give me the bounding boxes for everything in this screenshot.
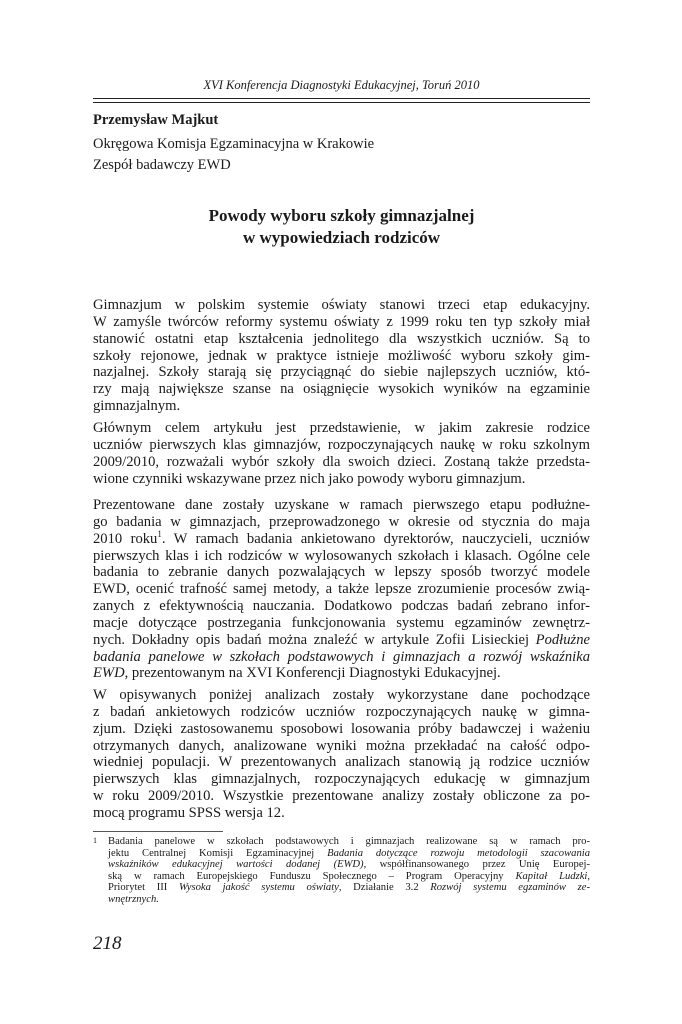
paragraph-2 xyxy=(93,420,590,487)
text-line: mocą programu SPSS wersja 12. xyxy=(93,804,285,821)
text-run: współfinansowanego przez Unię Europej- xyxy=(366,859,590,871)
footnote-line: wnętrznych. xyxy=(108,893,159,905)
text-line: uczniów pierwszych klas gimnazjów, rozpoczynających naukę w roku szkolnym xyxy=(93,436,590,453)
footnote-line xyxy=(93,871,590,883)
footnote xyxy=(93,836,590,906)
text-line: badania to zebranie danych pozwalających w lepszy sposób tworzyć modele xyxy=(93,564,590,581)
text-run: 2010 roku xyxy=(93,530,158,547)
author-name: Przemysław Majkut xyxy=(93,112,219,128)
text-line: rzy mają największe szanse na osiągnięcie wysokich wyników na egzaminie xyxy=(93,381,590,398)
text-line: EWD, ocenić trafność samej metody, a także lepsze zrozumienie procesów zwią- xyxy=(93,581,590,598)
text-line: otrzymanych danych, analizowane wyniki można przekładać na całość odpo- xyxy=(93,737,590,754)
text-line: stanowić ostatni etap kształcenia jednolitego dla wszystkich uczniów. Są to xyxy=(93,330,590,347)
text-line: zanych z efektywnością nauczania. Dodatkowo podczas badań zebrano infor- xyxy=(93,598,590,615)
text-line: W zamyśle twórców reformy systemu oświaty z 1999 roku ten typ szkoły miał xyxy=(93,313,590,330)
text-run: ską w ramach Europejskiego Funduszu Społecznego – Program Operacyjny xyxy=(108,870,516,882)
text-run: Priorytet III xyxy=(108,882,179,894)
program-title: Kapitał Ludzki xyxy=(515,870,588,882)
footnote-line xyxy=(93,859,590,871)
text-run: , xyxy=(587,870,590,882)
header-rule-thin xyxy=(93,102,590,103)
text-line: pierwszych klas i ich rodziców w wylosowanych szkołach i klasach. Ogólne cele xyxy=(93,547,590,564)
text-line: wiedniej populacji. W prezentowanych analizach stanowią ją rodzice uczniów xyxy=(93,754,590,771)
project-title: Badania dotyczące rozwoju metodologii szacowania xyxy=(327,847,590,859)
page-number: 218 xyxy=(93,933,122,954)
header-rule-thick xyxy=(93,98,590,99)
text-run: nych. Dokładny opis badań można znaleźć w artykule Zofii Lisieckiej xyxy=(93,631,536,648)
text-run: jektu Centralnej Komisji Egzaminacyjnej xyxy=(108,847,328,859)
text-run: , prezentowanym na XVI Konferencji Diagnostyki Edukacyjnej. xyxy=(124,665,501,682)
paragraph-4 xyxy=(93,687,590,822)
author-affiliation-1: Okręgowa Komisja Egzaminacyjna w Krakowie xyxy=(93,136,375,152)
text-line: w roku 2009/2010. Wszystkie prezentowane analizy zostały obliczone za po- xyxy=(93,788,590,805)
text-line: go badania w gimnazjach, przeprowadzonego w okresie od stycznia do maja xyxy=(93,513,590,530)
text-line xyxy=(93,632,590,649)
article-title-line-2: w wypowiedziach rodziców xyxy=(242,228,441,247)
article-title xyxy=(93,205,590,249)
footnote-reference[interactable]: 1 xyxy=(157,528,162,539)
running-header: XVI Konferencja Diagnostyki Edukacyjnej, Toruń 2010 xyxy=(203,78,480,92)
priority-title: Wysoka jakość systemu oświaty xyxy=(178,882,339,894)
text-line: wione czynniki wskazywane przez nich jako powody wyboru gimnazjum. xyxy=(93,470,526,487)
footnote-line xyxy=(93,848,590,860)
text-line: 2009/2010, rozważali wybór szkoły dla swoich dzieci. Zostaną także przedsta- xyxy=(93,453,590,470)
project-title: wskaźników edukacyjnej wartości dodanej (EWD), xyxy=(108,859,367,871)
text-line: zjum. Dzięki zastosowanemu sposobowi losowania próby badawczej i ważeniu xyxy=(93,720,590,737)
text-run: . W ramach badania ankietowano dyrektorów, nauczycieli, uczniów xyxy=(161,530,590,547)
text-line: Prezentowane dane zostały uzyskane w ramach pierwszego etapu podłużne- xyxy=(93,497,590,513)
cited-title: EWD xyxy=(93,665,125,682)
action-title: Rozwój systemu egzaminów ze- xyxy=(430,882,590,894)
text-line xyxy=(93,528,590,548)
footnote-line: Badania panelowe w szkołach podstawowych i gimnazjach realizowane są w ramach pro- xyxy=(108,836,590,847)
footnote-separator xyxy=(93,831,223,832)
author-affiliation-2: Zespół badawczy EWD xyxy=(93,157,231,173)
footnote-number: 1 xyxy=(93,836,97,845)
paragraph-3 xyxy=(93,497,590,682)
text-line: gimnazjalnym. xyxy=(93,398,181,415)
text-line xyxy=(93,665,590,682)
cited-title: badania panelowe w szkołach podstawowych i gimnazjach a rozwój wskaźnika xyxy=(93,648,590,665)
cited-title: Podłużne xyxy=(535,631,590,648)
article-title-line-1: Powody wyboru szkoły gimnazjalnej xyxy=(208,206,475,225)
text-run: , Działanie 3.2 xyxy=(338,882,431,894)
text-line: macje dotyczące postrzegania funkcjonowania systemu egzaminów zewnętrz- xyxy=(93,614,590,631)
text-line: nazjalnej. Szkoły starają się przyciągnąć do siebie najlepszych uczniów, któ- xyxy=(93,364,590,381)
text-line: szkoły rejonowe, jednak w praktyce istnieje możliwość wyboru szkoły gim- xyxy=(93,347,590,364)
footnote-line xyxy=(93,882,590,894)
text-line: pierwszych klas gimnazjalnych, rozpoczynających edukację w gimnazjum xyxy=(93,771,590,788)
text-line: W opisywanych poniżej analizach zostały wykorzystane dane pochodzące xyxy=(93,687,590,703)
paragraph-1 xyxy=(93,297,590,415)
text-line: Gimnazjum w polskim systemie oświaty stanowi trzeci etap edukacyjny. xyxy=(93,297,590,313)
text-line: z badań ankietowych rodziców uczniów rozpoczynających naukę w gimna- xyxy=(93,703,590,720)
text-line: Głównym celem artykułu jest przedstawienie, w jakim zakresie rodzice xyxy=(93,420,590,436)
